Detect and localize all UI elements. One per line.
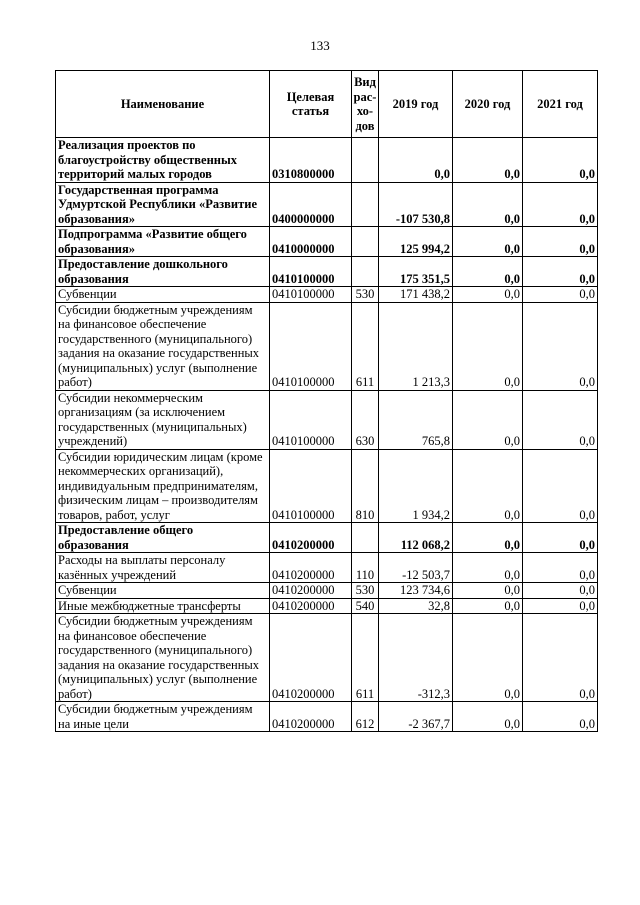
row-value-2020: 0,0 — [453, 598, 523, 614]
row-value-2021: 0,0 — [523, 523, 598, 553]
row-expense-type — [352, 138, 379, 183]
row-target-code: 0410200000 — [270, 523, 352, 553]
row-value-2019: 1 213,3 — [379, 302, 453, 390]
row-value-2019: -2 367,7 — [379, 702, 453, 732]
row-value-2020: 0,0 — [453, 614, 523, 702]
row-value-2021: 0,0 — [523, 287, 598, 303]
row-name: Субсидии бюджетным учреждениям на иные цели — [56, 702, 270, 732]
row-value-2019: 171 438,2 — [379, 287, 453, 303]
row-target-code: 0410100000 — [270, 302, 352, 390]
row-target-code: 0410100000 — [270, 287, 352, 303]
table-row — [56, 449, 598, 523]
row-expense-type — [352, 227, 379, 257]
row-value-2021: 0,0 — [523, 227, 598, 257]
row-expense-type: 612 — [352, 702, 379, 732]
row-value-2020: 0,0 — [453, 138, 523, 183]
table-row — [56, 553, 598, 583]
row-value-2020: 0,0 — [453, 583, 523, 599]
row-name: Субсидии бюджетным учреждениям на финансовое обеспечение государственного (муниципального) задания на оказание государственных (муниципальных) услуг (выполнение работ) — [56, 302, 270, 390]
row-value-2020: 0,0 — [453, 449, 523, 523]
table-row — [56, 257, 598, 287]
row-expense-type — [352, 523, 379, 553]
header-target: Целевая статья — [270, 71, 352, 138]
row-name: Субсидии бюджетным учреждениям на финансовое обеспечение государственного (муниципального) задания на оказание государственных (муниципальных) услуг (выполнение работ) — [56, 614, 270, 702]
row-expense-type: 530 — [352, 583, 379, 599]
header-2020: 2020 год — [453, 71, 523, 138]
table-row — [56, 702, 598, 732]
table-row — [56, 583, 598, 599]
row-name: Реализация проектов по благоустройству общественных территорий малых городов — [56, 138, 270, 183]
table-row — [56, 227, 598, 257]
row-expense-type: 611 — [352, 614, 379, 702]
row-expense-type: 611 — [352, 302, 379, 390]
table-row — [56, 138, 598, 183]
row-value-2020: 0,0 — [453, 227, 523, 257]
table-row — [56, 523, 598, 553]
row-expense-type — [352, 257, 379, 287]
row-value-2019: 175 351,5 — [379, 257, 453, 287]
table-row — [56, 598, 598, 614]
row-target-code: 0410100000 — [270, 449, 352, 523]
table-row — [56, 302, 598, 390]
row-value-2020: 0,0 — [453, 287, 523, 303]
row-value-2021: 0,0 — [523, 257, 598, 287]
row-value-2019: -12 503,7 — [379, 553, 453, 583]
row-target-code: 0410200000 — [270, 553, 352, 583]
row-value-2020: 0,0 — [453, 257, 523, 287]
table-row — [56, 614, 598, 702]
row-value-2019: 1 934,2 — [379, 449, 453, 523]
row-expense-type — [352, 182, 379, 227]
row-name: Субсидии некоммерческим организациям (за исключением государственных (муниципальных) учреждений) — [56, 390, 270, 449]
table-row — [56, 182, 598, 227]
page-number: 133 — [310, 38, 330, 53]
row-value-2021: 0,0 — [523, 449, 598, 523]
row-target-code: 0410100000 — [270, 390, 352, 449]
row-name: Подпрограмма «Развитие общего образования» — [56, 227, 270, 257]
row-name: Иные межбюджетные трансферты — [56, 598, 270, 614]
row-name: Субвенции — [56, 287, 270, 303]
row-target-code: 0410200000 — [270, 702, 352, 732]
header-vid: Вид рас-хо-дов — [352, 71, 379, 138]
row-name: Расходы на выплаты персоналу казённых учреждений — [56, 553, 270, 583]
row-target-code: 0410200000 — [270, 598, 352, 614]
row-target-code: 0410100000 — [270, 257, 352, 287]
row-expense-type: 540 — [352, 598, 379, 614]
row-name: Субсидии юридическим лицам (кроме некоммерческих организаций), индивидуальным предпринимателям, физическим лицам – производителям товаров, работ, услуг — [56, 449, 270, 523]
row-value-2020: 0,0 — [453, 302, 523, 390]
row-name: Предоставление дошкольного образования — [56, 257, 270, 287]
row-name: Государственная программа Удмуртской Республики «Развитие образования» — [56, 182, 270, 227]
row-value-2020: 0,0 — [453, 523, 523, 553]
row-value-2020: 0,0 — [453, 182, 523, 227]
row-name: Субвенции — [56, 583, 270, 599]
row-value-2021: 0,0 — [523, 302, 598, 390]
row-expense-type: 810 — [352, 449, 379, 523]
row-name: Предоставление общего образования — [56, 523, 270, 553]
table-row — [56, 390, 598, 449]
row-value-2020: 0,0 — [453, 702, 523, 732]
row-expense-type: 530 — [352, 287, 379, 303]
row-expense-type: 110 — [352, 553, 379, 583]
row-value-2021: 0,0 — [523, 553, 598, 583]
row-value-2021: 0,0 — [523, 583, 598, 599]
row-value-2019: 0,0 — [379, 138, 453, 183]
row-value-2021: 0,0 — [523, 182, 598, 227]
row-value-2021: 0,0 — [523, 614, 598, 702]
row-target-code: 0410200000 — [270, 614, 352, 702]
row-target-code: 0400000000 — [270, 182, 352, 227]
row-value-2021: 0,0 — [523, 138, 598, 183]
row-value-2019: -312,3 — [379, 614, 453, 702]
row-value-2021: 0,0 — [523, 390, 598, 449]
row-target-code: 0410200000 — [270, 583, 352, 599]
row-value-2020: 0,0 — [453, 553, 523, 583]
header-2019: 2019 год — [379, 71, 453, 138]
header-name: Наименование — [56, 71, 270, 138]
header-2021: 2021 год — [523, 71, 598, 138]
row-target-code: 0310800000 — [270, 138, 352, 183]
table-row — [56, 287, 598, 303]
row-value-2019: -107 530,8 — [379, 182, 453, 227]
row-value-2021: 0,0 — [523, 598, 598, 614]
row-target-code: 0410000000 — [270, 227, 352, 257]
row-value-2021: 0,0 — [523, 702, 598, 732]
row-value-2019: 125 994,2 — [379, 227, 453, 257]
row-value-2020: 0,0 — [453, 390, 523, 449]
row-value-2019: 112 068,2 — [379, 523, 453, 553]
budget-table — [55, 70, 598, 732]
row-value-2019: 123 734,6 — [379, 583, 453, 599]
row-value-2019: 32,8 — [379, 598, 453, 614]
row-expense-type: 630 — [352, 390, 379, 449]
row-value-2019: 765,8 — [379, 390, 453, 449]
table-header-row — [56, 71, 598, 138]
